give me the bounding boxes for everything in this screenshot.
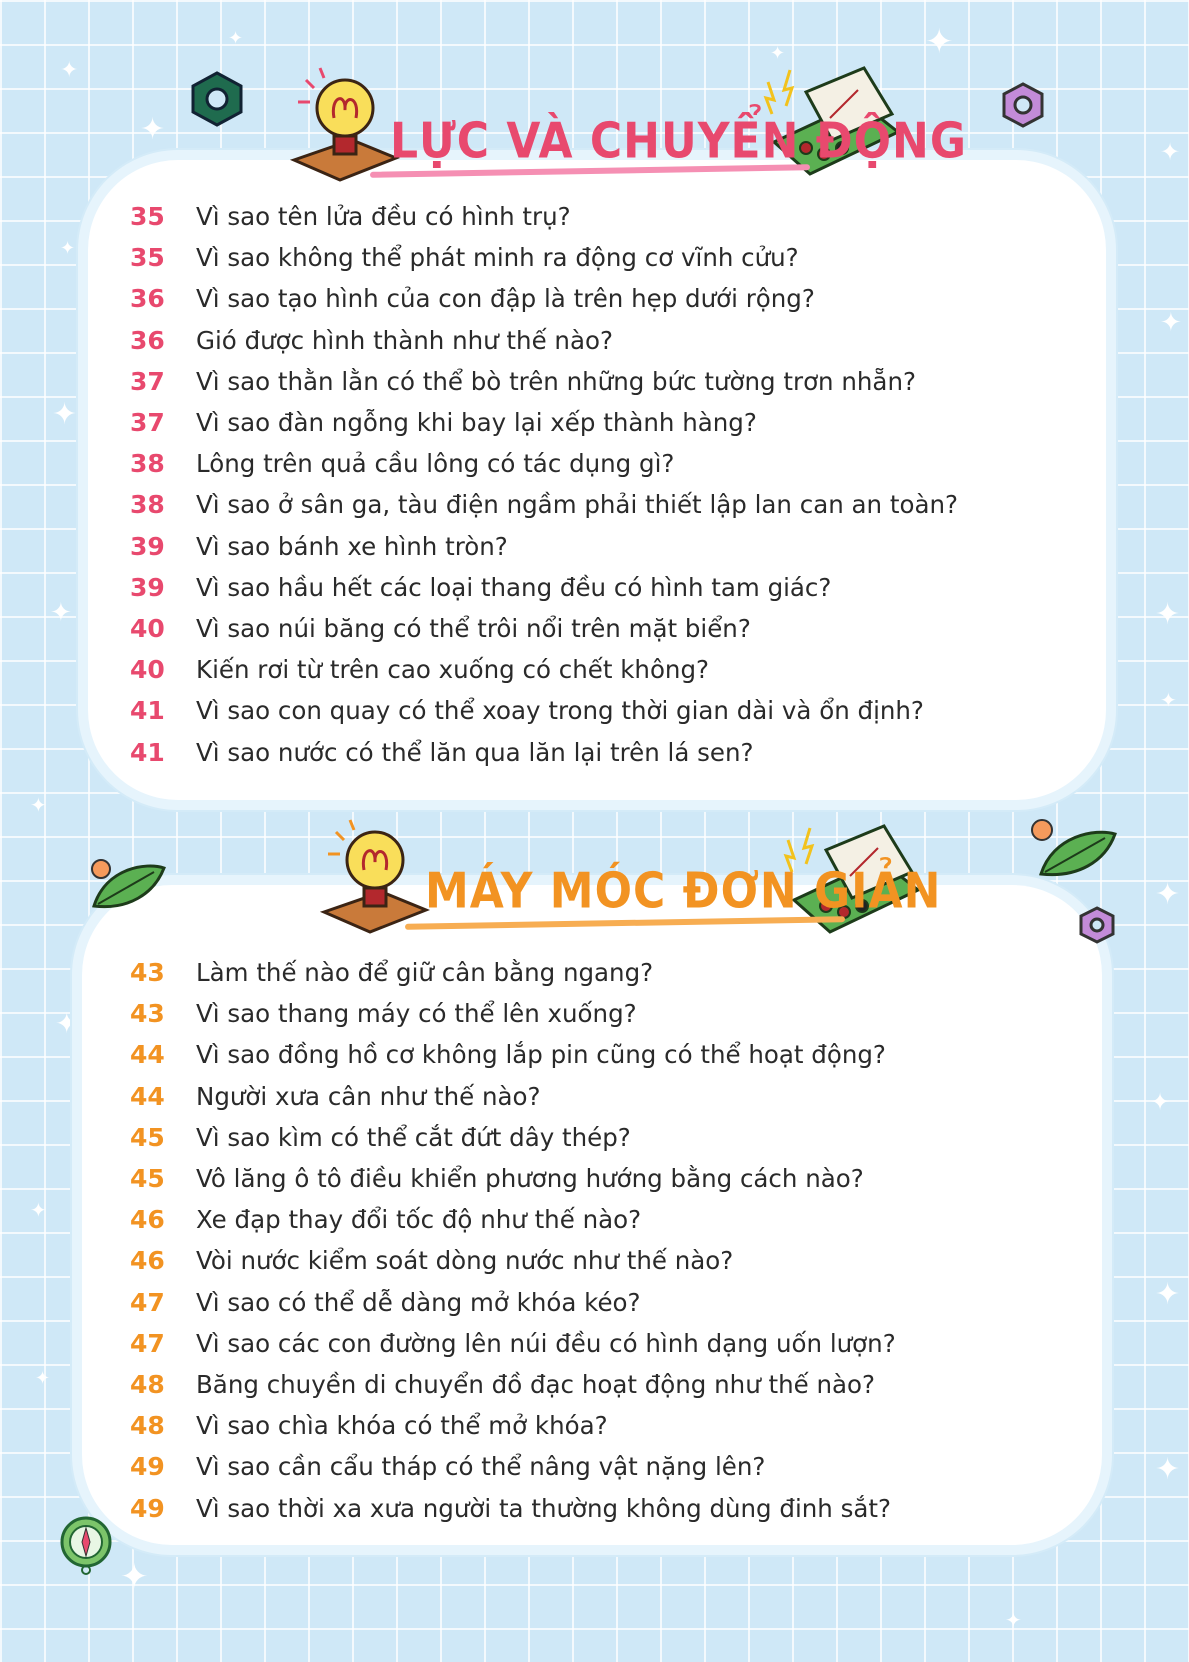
page-number: 36: [130, 325, 165, 355]
sparkle-decoration: ✦: [1160, 138, 1181, 166]
sparkle-decoration: ✦: [1155, 597, 1181, 632]
light-bulb-icon: [320, 818, 430, 936]
sparkle-decoration: ✦: [925, 22, 954, 62]
toc-entry[interactable]: [130, 320, 958, 361]
sparkle-decoration: ✦: [1150, 1088, 1171, 1116]
toc-entry[interactable]: [130, 1405, 896, 1446]
toc-entry[interactable]: [130, 402, 958, 443]
page-number: 41: [130, 696, 165, 726]
page-number: 44: [130, 1040, 165, 1070]
page-number: 44: [130, 1081, 165, 1111]
page-number: 37: [130, 408, 165, 438]
sparkle-decoration: ✦: [30, 1198, 47, 1222]
question-text: Làm thế nào để giữ cân bằng ngang?: [196, 958, 654, 988]
page-number: 45: [130, 1122, 165, 1152]
question-list-machines: [130, 952, 896, 1529]
sparkle-decoration: ✦: [120, 1557, 149, 1597]
question-text: Vì sao cần cẩu tháp có thể nâng vật nặng lên?: [196, 1452, 766, 1482]
hex-nut-icon: [1078, 906, 1116, 944]
question-list-forces: [130, 196, 958, 773]
page-number: 36: [130, 284, 165, 314]
section-title-machines: MÁY MÓC ĐƠN GIẢN: [425, 862, 942, 921]
toc-entry[interactable]: [130, 237, 958, 278]
sparkle-decoration: ✦: [228, 28, 244, 49]
sparkle-decoration: ✦: [60, 238, 76, 259]
page-number: 38: [130, 449, 165, 479]
question-text: Vì sao thời xa xưa người ta thường không dùng đinh sắt?: [196, 1493, 891, 1523]
toc-entry[interactable]: [130, 649, 958, 690]
question-text: Vì sao đàn ngỗng khi bay lại xếp thành hàng?: [196, 408, 757, 438]
page-number: 40: [130, 613, 165, 643]
question-text: Vì sao đồng hồ cơ không lắp pin cũng có thể hoạt động?: [196, 1040, 886, 1070]
sparkle-decoration: ✦: [140, 112, 166, 147]
question-text: Vì sao chìa khóa có thể mở khóa?: [196, 1411, 608, 1441]
toc-entry[interactable]: [130, 1323, 896, 1364]
question-text: Người xưa cân như thế nào?: [196, 1081, 541, 1111]
light-bulb-icon: [290, 66, 400, 184]
toc-entry[interactable]: [130, 1117, 896, 1158]
sparkle-decoration: ✦: [1160, 688, 1177, 712]
toc-entry[interactable]: [130, 952, 896, 993]
page-number: 47: [130, 1328, 165, 1358]
page-number: 49: [130, 1493, 165, 1523]
page-number: 46: [130, 1246, 165, 1276]
orange-dot-icon: [90, 858, 112, 880]
toc-entry[interactable]: [130, 361, 958, 402]
sparkle-decoration: ✦: [1005, 1608, 1022, 1632]
toc-entry[interactable]: [130, 993, 896, 1034]
question-text: Xe đạp thay đổi tốc độ như thế nào?: [196, 1205, 642, 1235]
question-text: Vì sao thằn lằn có thể bò trên những bức tường trơn nhẵn?: [196, 366, 916, 396]
question-text: Vì sao nước có thể lăn qua lăn lại trên lá sen?: [196, 737, 754, 767]
question-text: Băng chuyền di chuyển đồ đạc hoạt động như thế nào?: [196, 1369, 876, 1399]
question-text: Vì sao hầu hết các loại thang đều có hình tam giác?: [196, 572, 832, 602]
page-number: 45: [130, 1164, 165, 1194]
toc-entry[interactable]: [130, 690, 958, 731]
question-text: Vô lăng ô tô điều khiển phương hướng bằng cách nào?: [196, 1164, 864, 1194]
toc-entry[interactable]: [130, 278, 958, 319]
sparkle-decoration: ✦: [1160, 308, 1182, 338]
page-number: 35: [130, 243, 165, 273]
toc-entry[interactable]: [130, 1446, 896, 1487]
page-number: 38: [130, 490, 165, 520]
sparkle-decoration: ✦: [52, 397, 78, 432]
question-text: Kiến rơi từ trên cao xuống có chết không?: [196, 655, 710, 685]
question-text: Vì sao tên lửa đều có hình trụ?: [196, 202, 571, 232]
compass-icon: [58, 1512, 114, 1576]
sparkle-decoration: ✦: [770, 43, 786, 64]
toc-entry[interactable]: [130, 526, 958, 567]
question-text: Vì sao kìm có thể cắt đứt dây thép?: [196, 1122, 631, 1152]
toc-entry[interactable]: [130, 443, 958, 484]
toc-entry[interactable]: [130, 567, 958, 608]
sparkle-decoration: ✦: [35, 1368, 51, 1389]
page-number: 41: [130, 737, 165, 767]
question-text: Vì sao không thể phát minh ra động cơ vĩnh cửu?: [196, 243, 799, 273]
page-number: 47: [130, 1287, 165, 1317]
toc-entry[interactable]: [130, 1487, 896, 1528]
page-number: 46: [130, 1205, 165, 1235]
toc-entry[interactable]: [130, 731, 958, 772]
question-text: Vì sao có thể dễ dàng mở khóa kéo?: [196, 1287, 641, 1317]
sparkle-decoration: ✦: [1155, 1452, 1181, 1487]
sparkle-decoration: ✦: [55, 1007, 79, 1040]
page-number: 39: [130, 572, 165, 602]
toc-entry[interactable]: [130, 1199, 896, 1240]
page-number: 40: [130, 655, 165, 685]
page-number: 43: [130, 999, 165, 1029]
question-text: Gió được hình thành như thế nào?: [196, 325, 613, 355]
toc-entry[interactable]: [130, 1364, 896, 1405]
toc-entry[interactable]: [130, 484, 958, 525]
question-text: Vì sao các con đường lên núi đều có hình dạng uốn lượn?: [196, 1328, 896, 1358]
page-number: 37: [130, 366, 165, 396]
sparkle-decoration: ✦: [50, 598, 72, 628]
question-text: Vì sao tạo hình của con đập là trên hẹp dưới rộng?: [196, 284, 815, 314]
toc-entry[interactable]: [130, 1076, 896, 1117]
question-text: Vì sao ở sân ga, tàu điện ngầm phải thiết lập lan can an toàn?: [196, 490, 959, 520]
question-text: Lông trên quả cầu lông có tác dụng gì?: [196, 449, 675, 479]
toc-entry[interactable]: [130, 1034, 896, 1075]
sparkle-decoration: ✦: [60, 58, 79, 83]
toc-entry[interactable]: [130, 1240, 896, 1281]
page-number: 49: [130, 1452, 165, 1482]
page-number: 48: [130, 1411, 165, 1441]
page-number: 39: [130, 531, 165, 561]
question-text: Vì sao núi băng có thể trôi nổi trên mặt biển?: [196, 613, 751, 643]
hex-nut-icon: [188, 70, 246, 128]
toc-entry[interactable]: [130, 608, 958, 649]
toc-entry[interactable]: [130, 1282, 896, 1323]
sparkle-decoration: ✦: [1155, 877, 1181, 912]
section-title-forces: LỰC VÀ CHUYỂN ĐỘNG: [390, 112, 967, 171]
orange-dot-icon: [1030, 818, 1054, 842]
sparkle-decoration: ✦: [30, 793, 47, 817]
toc-entry[interactable]: [130, 196, 958, 237]
page-number: 48: [130, 1369, 165, 1399]
sparkle-decoration: ✦: [1155, 1277, 1181, 1312]
question-text: Vì sao con quay có thể xoay trong thời gian dài và ổn định?: [196, 696, 924, 726]
question-text: Vòi nước kiểm soát dòng nước như thế nào?: [196, 1246, 734, 1276]
hex-nut-icon: [1000, 82, 1046, 128]
page-number: 35: [130, 202, 165, 232]
question-text: Vì sao bánh xe hình tròn?: [196, 531, 508, 561]
toc-entry[interactable]: [130, 1158, 896, 1199]
page-number: 43: [130, 958, 165, 988]
question-text: Vì sao thang máy có thể lên xuống?: [196, 999, 637, 1029]
